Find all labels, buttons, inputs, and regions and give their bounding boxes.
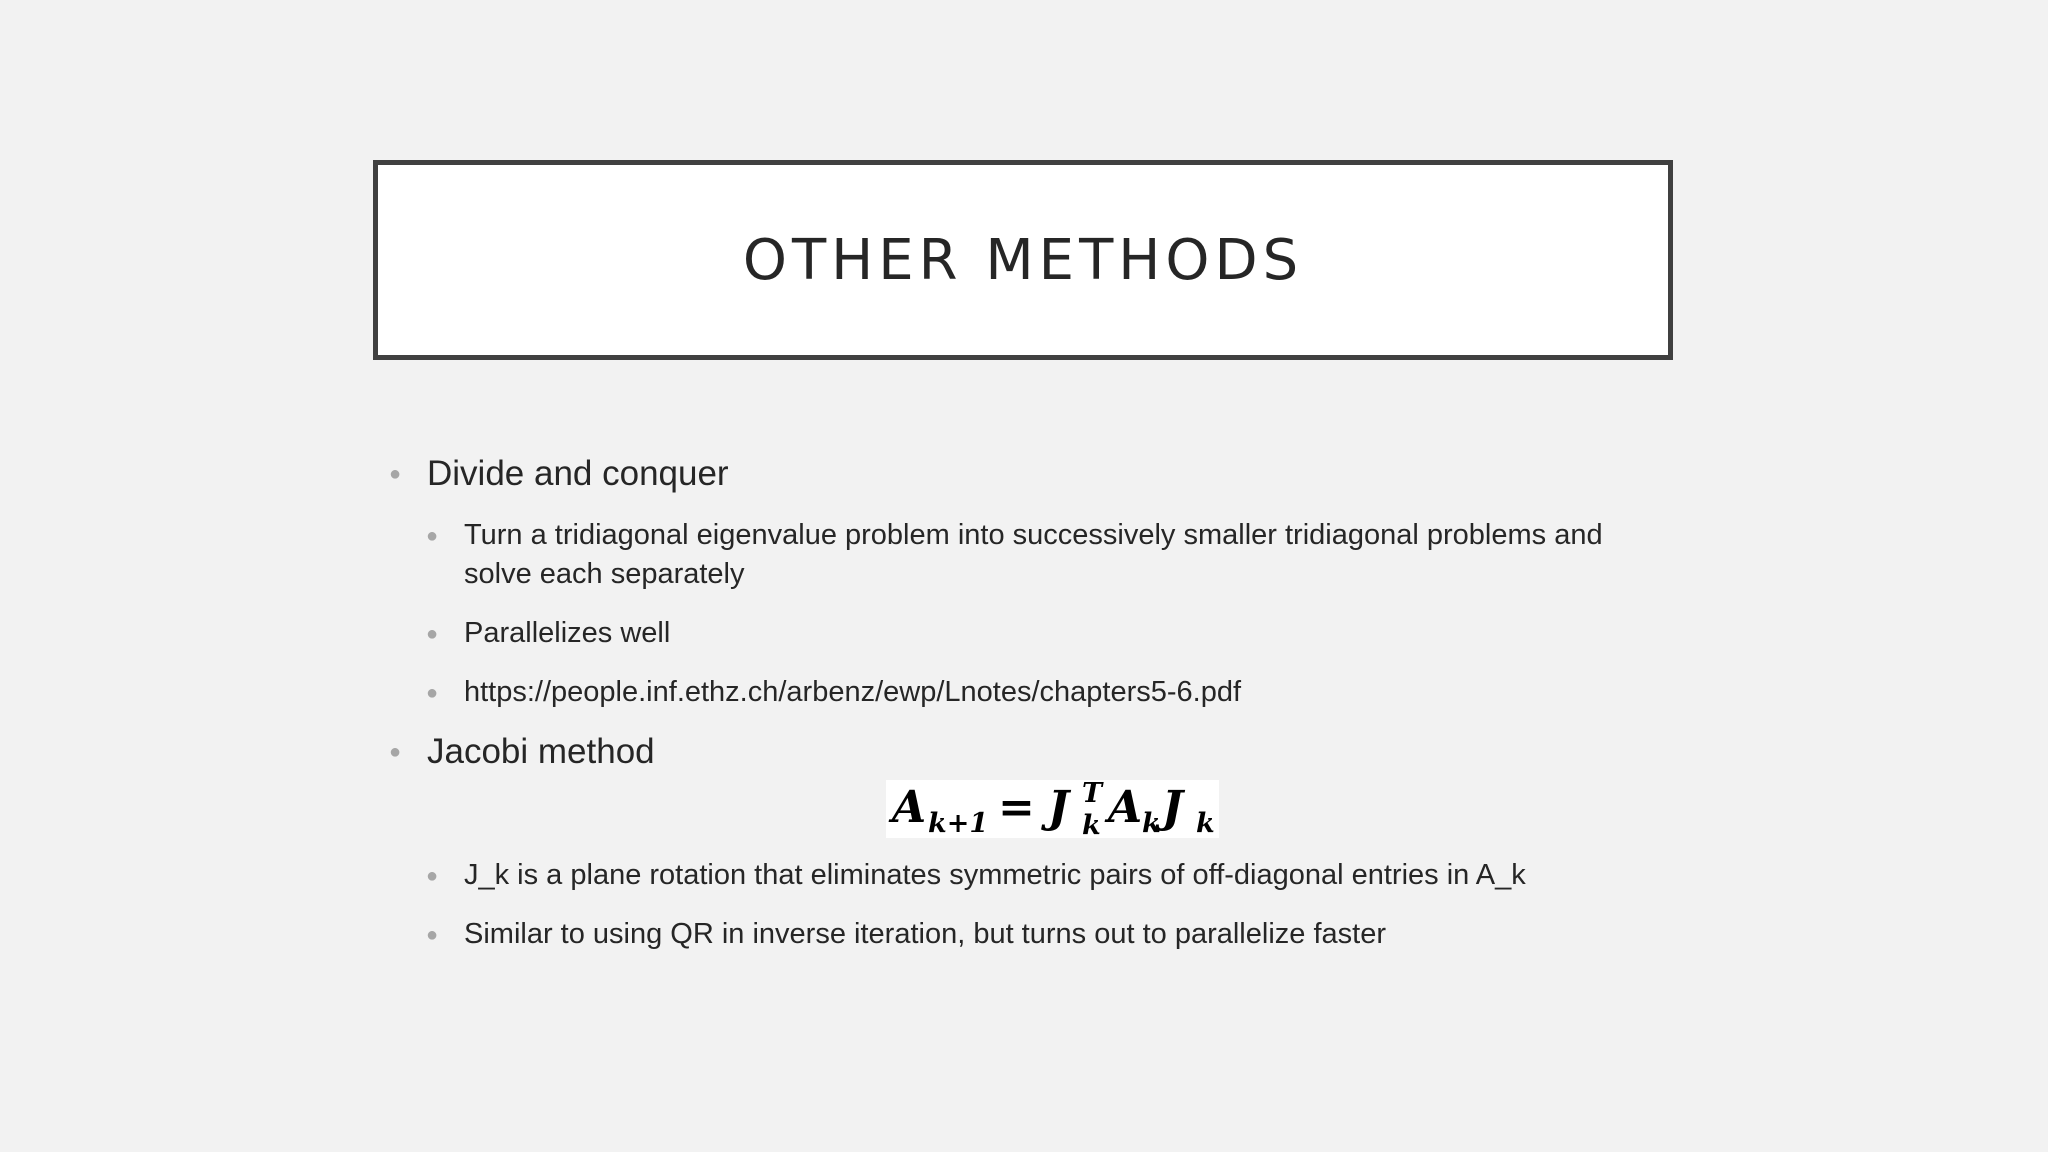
eq-j2-base: J: [1162, 782, 1183, 833]
sub-bullet-similar-qr: [426, 915, 1689, 954]
sub-bullet-text: J_k is a plane rotation that eliminates symmetric pairs of off-diagonal entries in A_k: [464, 859, 1526, 891]
eq-j1-sub: k: [1082, 810, 1101, 838]
eq-j1-base: J: [1048, 782, 1069, 833]
bullet-dot-icon: ●: [426, 623, 439, 645]
sub-bullet-tridiagonal: [426, 516, 1689, 594]
bullet-dot-icon: ●: [426, 865, 439, 887]
jacobi-equation: [886, 780, 1219, 838]
sub-bullet-plane-rotation: [426, 856, 1689, 895]
bullet-text: Divide and conquer: [427, 454, 729, 493]
sub-bullet-text: Parallelizes well: [464, 617, 671, 649]
eq-j2-sub: k: [1196, 808, 1215, 838]
sub-bullet-parallelizes: [426, 614, 1689, 653]
slide-title: OTHER METHODS: [742, 227, 1304, 293]
bullet-dot-icon: ●: [426, 924, 439, 946]
sub-bullet-url: [426, 673, 1689, 712]
slide-content: [389, 452, 1689, 954]
bullet-dot-icon: ●: [426, 525, 439, 547]
sub-bullet-text: Similar to using QR in inverse iteration, but turns out to parallelize faster: [464, 918, 1386, 950]
sub-bullet-text: Turn a tridiagonal eigenvalue problem into successively smaller tridiagonal problems and solve each separately: [464, 519, 1603, 590]
bullet-dot-icon: ●: [426, 682, 439, 704]
reference-url: https://people.inf.ethz.ch/arbenz/ewp/Lnotes/chapters5-6.pdf: [464, 676, 1242, 708]
eq-lhs-sub: k+1: [928, 808, 989, 838]
bullet-text: Jacobi method: [427, 732, 655, 771]
eq-a-base: A: [1108, 782, 1143, 833]
bullet-jacobi-method: [389, 730, 1689, 774]
title-box: [373, 160, 1673, 360]
eq-lhs-base: A: [892, 782, 927, 833]
bullet-dot-icon: ●: [389, 463, 402, 485]
eq-a-sub: k: [1142, 808, 1161, 838]
eq-equals: =: [998, 782, 1035, 833]
bullet-divide-and-conquer: [389, 452, 1689, 496]
bullet-dot-icon: ●: [389, 741, 402, 763]
eq-j1-sup: T: [1082, 780, 1103, 809]
